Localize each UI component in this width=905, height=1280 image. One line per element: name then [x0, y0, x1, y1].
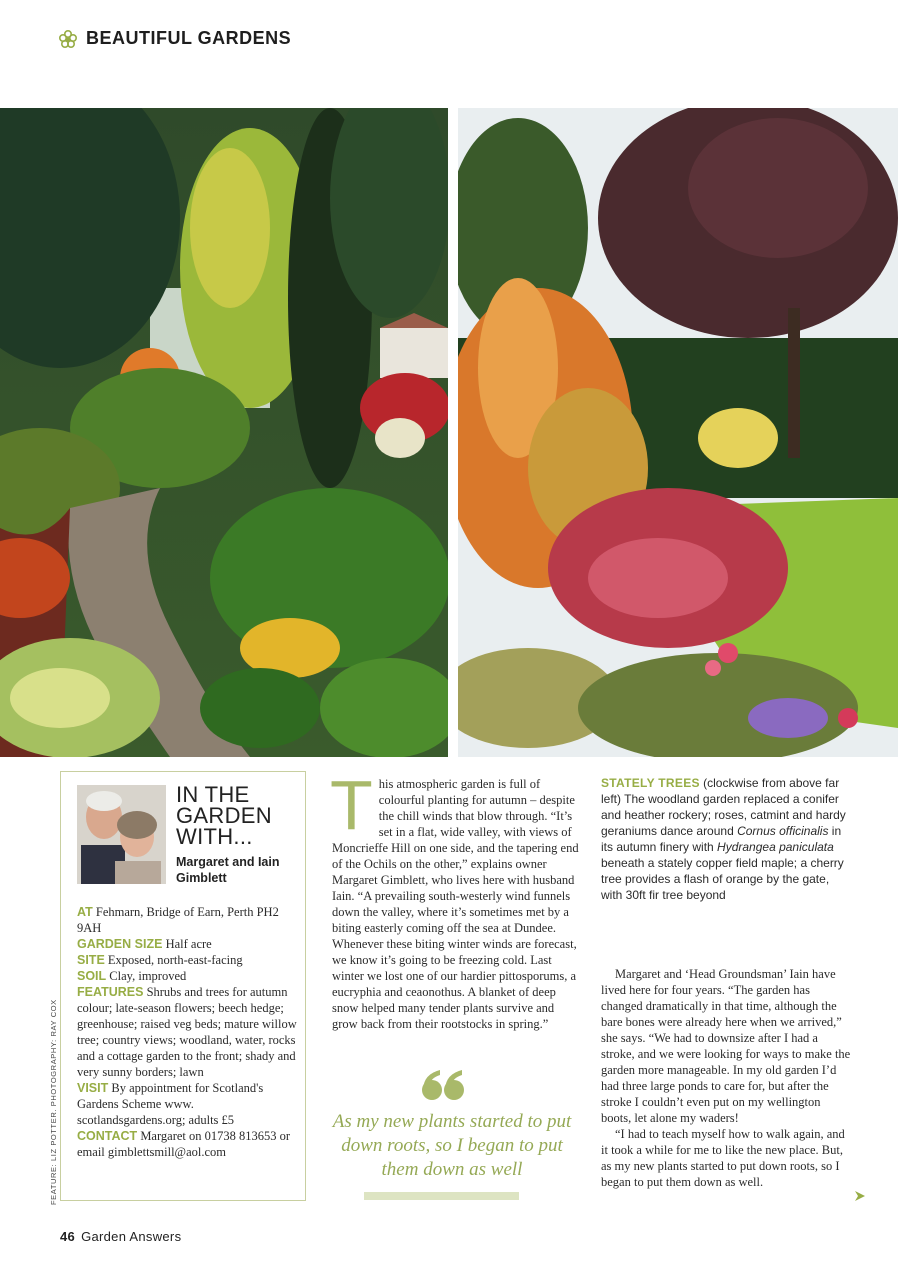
fact-value: Clay, improved: [109, 969, 187, 983]
fact-item: [77, 984, 299, 1080]
fact-item: [77, 904, 299, 936]
fact-item: [77, 1080, 299, 1128]
magazine-name: Garden Answers: [81, 1229, 182, 1244]
fact-label: FEATURES: [77, 985, 144, 999]
fact-item: [77, 936, 299, 952]
owner-names: Margaret and Iain Gimblett: [176, 855, 280, 885]
caption-plant-name: Hydrangea paniculata: [717, 840, 834, 854]
section-header: [58, 28, 291, 49]
photo-credit: FEATURE: LIZ POTTER. PHOTOGRAPHY: RAY COX: [49, 999, 58, 1205]
fact-item: [77, 952, 299, 968]
fact-label: SOIL: [77, 969, 107, 983]
article-paragraph: “I had to teach myself how to walk again, and it took a while for me to like the new place. But, as my new plants started to put down roots, so I began to put them down as well.: [601, 1127, 845, 1189]
fact-label: GARDEN SIZE: [77, 937, 163, 951]
fact-label: VISIT: [77, 1081, 109, 1095]
fact-value: Margaret on 01738 813653 or email gimblettsmill@aol.com: [77, 1129, 291, 1159]
pull-quote: As my new plants started to put down roots, so I began to put them down as well: [332, 1111, 572, 1180]
intro-paragraph: his atmospheric garden is full of colourful planting for autumn – despite the chill winds that blow through. “It’s set in a flat, wide valley, with views of Moncrieffe Hill on one side, and the tapering end of the Ochils on the other,” explains owner Margaret Gimblett, who lives here with husband Iain. “A prevailing south-westerly wind funnels down the valley, where it’s sometimes met by a biting easterly coming off the sea at Dundee. Whenever these biting winter winds are forecast, we know it’s going to be freezing cold. Last winter we lost one of our hardier pittosporums, a eucryphia and ceaonothus. A blanket of deep snow helped many tender plants survive and grow back from their rootstocks in spring.”: [332, 777, 579, 1031]
caption-text: in its autumn finery with: [601, 824, 842, 854]
fact-label: SITE: [77, 953, 105, 967]
fact-value: Half acre: [165, 937, 212, 951]
caption-text: beneath a stately copper field maple; a cherry tree provides a flash of orange by the gate, with 30ft fir tree beyond: [601, 856, 844, 902]
fact-value: Fehmarn, Bridge of Earn, Perth PH2 9AH: [77, 905, 279, 935]
section-title: BEAUTIFUL GARDENS: [86, 28, 292, 48]
continue-arrow-icon: [854, 1190, 866, 1202]
fact-value: Exposed, north-east-facing: [107, 953, 243, 967]
fact-value: By appointment for Scotland's Gardens Scheme www. scotlandsgardens.org; adults £5: [77, 1081, 264, 1127]
page-footer: [60, 1229, 181, 1244]
woodland-garden-photo: [0, 108, 448, 757]
fact-label: CONTACT: [77, 1129, 138, 1143]
flower-icon: [58, 29, 78, 49]
caption-text: (clockwise from above far left) The woodland garden replaced a conifer and heather rockery; roses, catmint and hardy geraniums dance around: [601, 776, 846, 838]
caption-lead: STATELY TREES: [601, 776, 700, 790]
autumn-border-photo: [458, 108, 898, 757]
article-right-column: [601, 966, 851, 1190]
fact-item: [77, 1128, 299, 1160]
fact-item: [77, 968, 299, 984]
garden-facts-box: [60, 771, 306, 1201]
facts-list: [77, 904, 299, 1160]
fact-label: AT: [77, 905, 93, 919]
fact-value: Shrubs and trees for autumn colour; late-season flowers; beech hedge; greenhouse; raised veg beds; mature willow tree; country views; woodland, water, rocks and a cottage garden to the front; shady and very sunny borders; lawn: [77, 985, 297, 1079]
quote-divider: [364, 1192, 519, 1200]
article-paragraph: Margaret and ‘Head Groundsman’ Iain have lived here for four years. “The garden has changed dramatically in that time, although the bare bones were already here when we arrived,” she says. “We had to downsize after I had a stroke, and we were looking for ways to make the garden more manageable. In my old garden I’d had three large ponds to care for, but after the stroke I couldn’t even put on my wellington boots, let alone my waders!: [601, 967, 851, 1125]
quote-mark-icon: [420, 1070, 466, 1102]
page-number: 46: [60, 1229, 76, 1244]
photo-caption: [601, 775, 851, 903]
fact-box-heading: IN THE GARDEN WITH...: [176, 782, 272, 849]
owners-portrait: [77, 785, 166, 884]
article-intro-column: [330, 766, 580, 1032]
drop-cap: T: [330, 766, 373, 844]
caption-plant-name: Cornus officinalis: [737, 824, 829, 838]
